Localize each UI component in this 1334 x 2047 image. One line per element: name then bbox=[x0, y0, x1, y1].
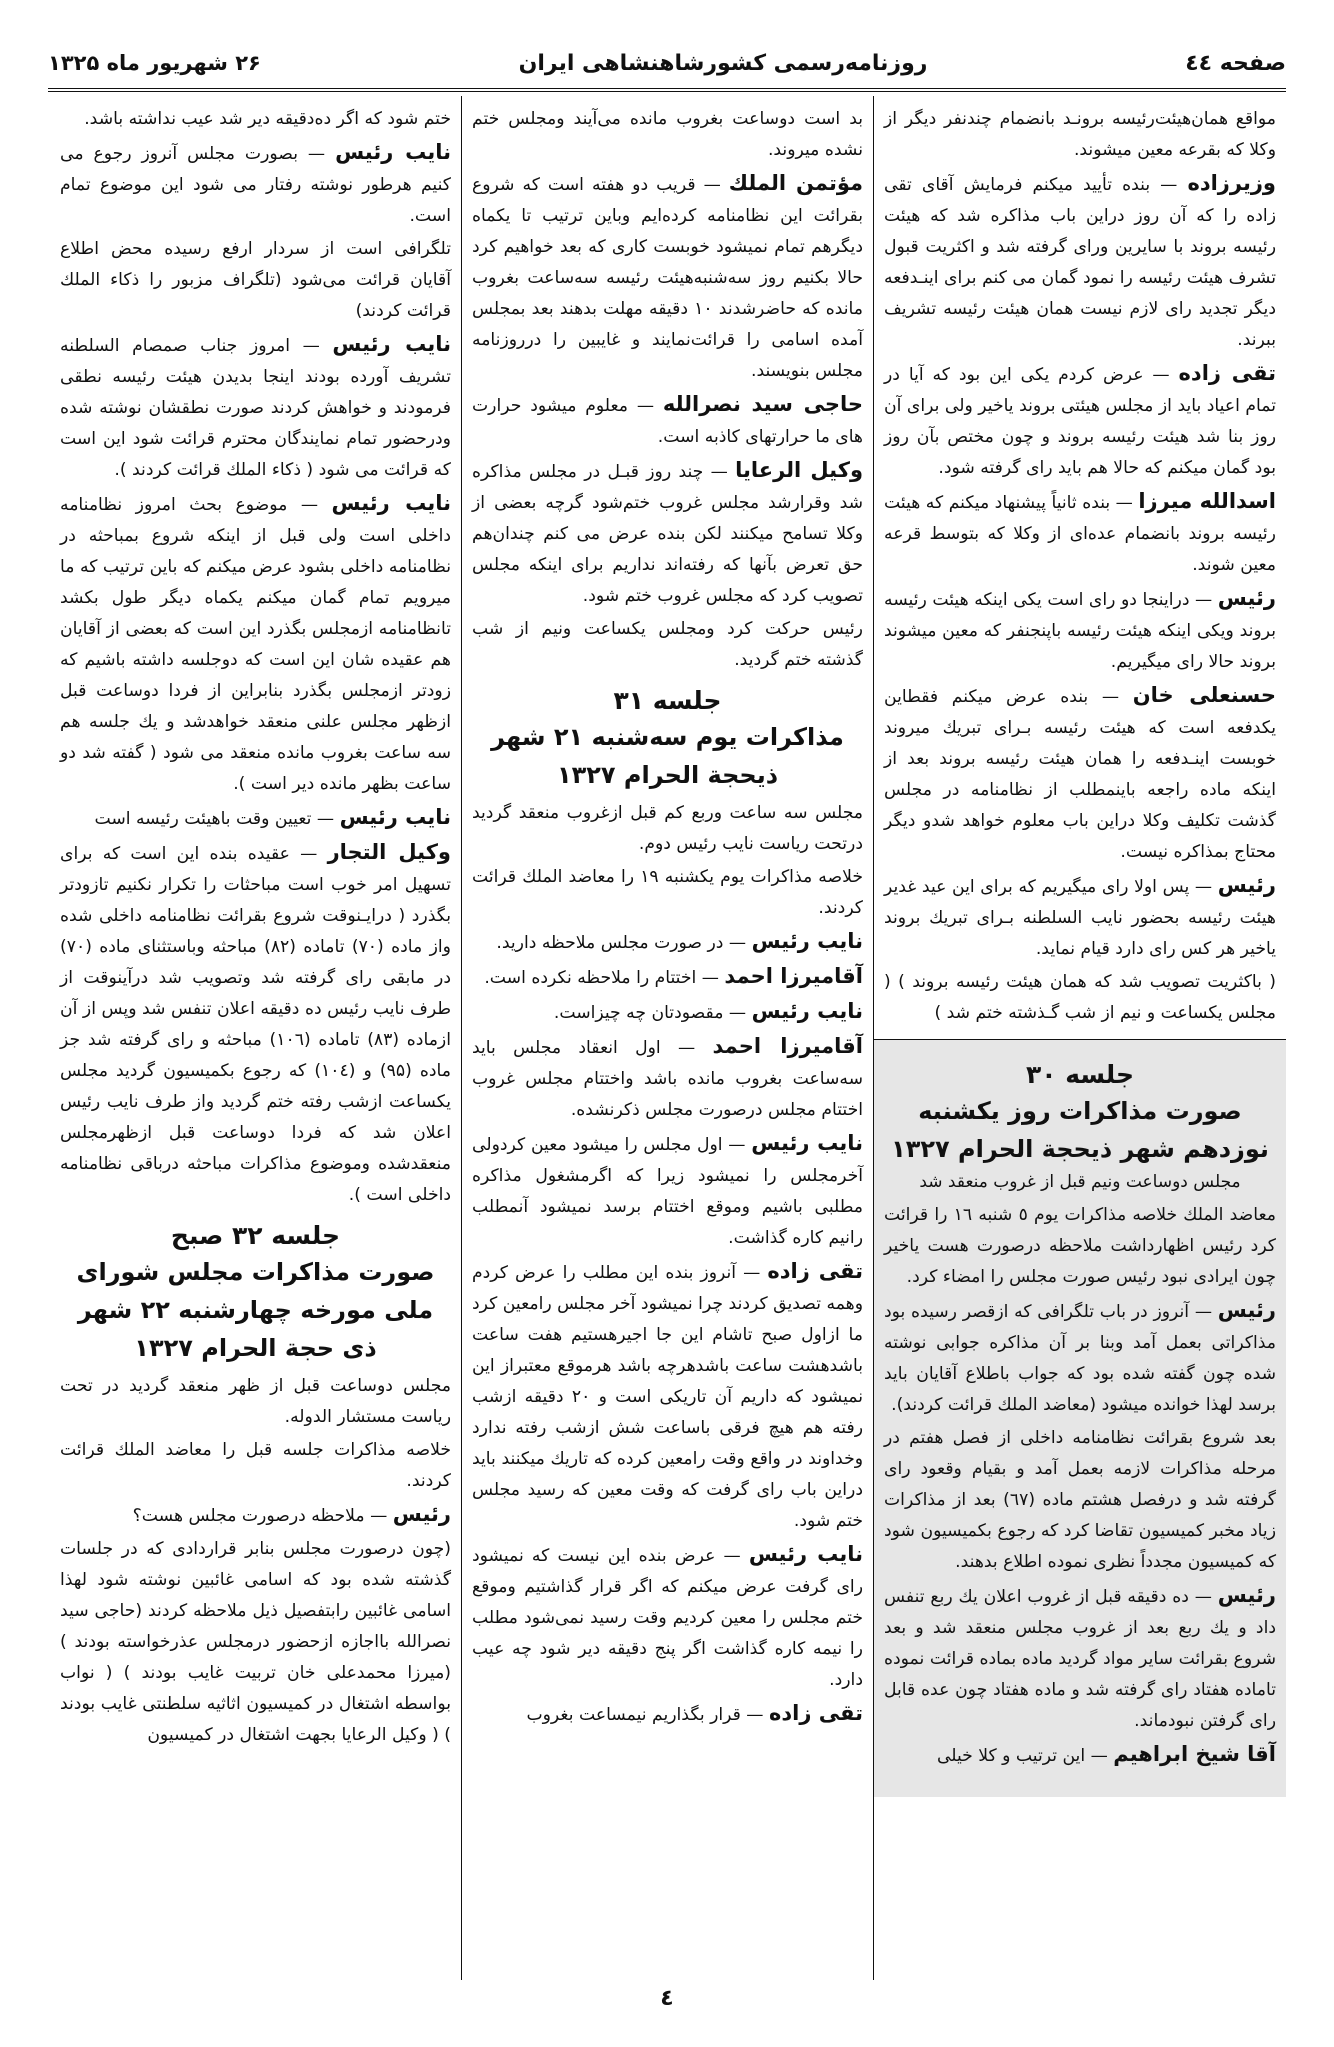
section-head-30 bbox=[884, 1058, 1276, 1196]
paragraph bbox=[472, 389, 863, 453]
speech-text: — دراینجا دو رای است یکی اینکه هیئت رئیسه بروند ویکی اینکه هیئت رئیسه باپنجنفر که معین میشوند بروند حالا رای میگیریم. bbox=[884, 590, 1276, 672]
section-number: جلسه ۳۱ bbox=[613, 686, 722, 715]
speech-text: — بصورت مجلس آنروز رجوع می کنیم هرطور نوشته رفتار می شود این موضوع تمام است. bbox=[60, 144, 451, 226]
paragraph bbox=[884, 1295, 1276, 1421]
speaker-name: نایب رئیس bbox=[331, 491, 452, 515]
paragraph bbox=[472, 168, 863, 387]
paragraph: خلاصه مذاکرات یوم یکشنبه ۱۹ را معاضد الملك قرائت کردند. bbox=[472, 867, 863, 918]
speech-text: — اول انعقاد مجلس باید سه‌ساعت بغروب مانده باشد واختتام مجلس غروب اختتام مجلس درصورت مجلس ذکرنشده. bbox=[472, 1038, 863, 1120]
speech-text: — چند روز قبـل در مجلس مذاکره شد وقرارشد مجلس غروب ختم‌شود گرچه بعضی از وکلا تسامح میکنند لکن بنده عرض می کنم چندان‌هم حق تعرض بآنها که رفته‌اند نداریم برای اینکه مجلس تصویب کرد که مجلس غروب ختم شود. bbox=[472, 462, 863, 606]
paragraph bbox=[472, 1698, 863, 1731]
speaker-name: رئیس bbox=[1217, 1583, 1276, 1607]
paragraph bbox=[60, 329, 451, 486]
section-title: مذاکرات یوم سه‌شنبه ۲۱ شهر ذیحجة الحرام ۱۳۲۷ bbox=[491, 723, 844, 789]
paragraph bbox=[472, 961, 863, 994]
paragraph bbox=[472, 1128, 863, 1254]
speaker-name: حاجی سید نصرالله bbox=[662, 392, 863, 416]
speech-text: — قریب دو هفته است که شروع بقرائت این نظامنامه کرده‌ایم وباین ترتیب تا یکماه دیگرهم تمام نمیشود خوبست کاری که بعد خواهیم کرد حالا بکنیم روز سه‌شنبه‌هیئت رئیسه سه‌ساعت بغروب مانده که حاضرشدند ۱۰ دقیقه مهلت بدهند بعد بمجلس آمده اسامی را قرائت‌نمایند و غایبین را درروزنامه مجلس بنویسند. bbox=[472, 175, 863, 381]
footer-page-number: ٤ bbox=[660, 1986, 674, 2011]
speaker-name: اسدالله میرزا bbox=[1138, 489, 1276, 513]
speaker-name: تقی زاده bbox=[1178, 361, 1276, 385]
paragraph bbox=[472, 1031, 863, 1126]
paragraph: بعد شروع بقرائت نظامنامه داخلی از فصل هفتم در مرحله مذاکرات لازمه بعمل آمد و بقیام وقعود رای گرفته شد و درفصل هشتم ماده (٦٧) بعد از مذاکرات زیاد مخبر کمیسیون تقاضا کرد که رجوع بکمیسیون شود که کمیسیون مجدداً نظری نموده اطلاع بدهند. bbox=[884, 1428, 1276, 1572]
column-right bbox=[874, 96, 1286, 1980]
speaker-name: وکیل الرعایا bbox=[735, 458, 863, 482]
speech-text: — بنده تأیید میکنم فرمایش آقای تقی زاده را که آن روز دراین باب مذاکره شد که هیئت رئیسه بروند با سایرین ورای گرفته شد و اکثریت قبول تشرف هیئت رئیسه را نمود گمان می کنم برای اینـدفعه دیگر تجدید رای لازم نیست همان هیئت رئیسه تشریف ببرند. bbox=[884, 175, 1276, 350]
speech-text: — عرض بنده این نیست که نمیشود رای گرفت عرض میکنم که اگر قرار گذاشتیم وموقع ختم مجلس را معین کردیم وقت رسید نمی‌شود مطلب را نیمه کاره گذاشت اگر پنج دقیقه دیر شود چه عیب دارد. bbox=[472, 1546, 863, 1690]
speaker-name: نایب رئیس bbox=[751, 929, 863, 953]
speaker-name: تقی زاده bbox=[767, 1259, 863, 1283]
speaker-name: آقا شیخ ابراهیم bbox=[1113, 1742, 1276, 1766]
paragraph bbox=[884, 358, 1276, 484]
newspaper-title: روزنامه‌رسمی کشورشاهنشاهی ایران bbox=[518, 50, 928, 76]
speech-text: — عقیده بنده این است که برای تسهیل امر خوب است مباحثات را تکرار نکنیم تازودتر بگذرد ( درایـنوقت شروع بقرائت نظامنامه داخلی شده واز ماده (۷۰) تاماده (۸۲) مباحثه وباستثنای ماده (۷۰) در مابقی رای گرفته شد وتصویب شد درآینوقت از طرف نایب رئیس ده دقیقه اعلان تنفس شد وپس از آن ازماده (۸۳) تاماده (۱۰٦) مباحثه و رای گرفته شد جز ماده (۹۵) و (۱۰٤) که رجوع بکمیسیون گردید مجلس یکساعت ازشب رفته ختم گردید واز طرف نایب رئیس اعلان شد که فردا دوساعت قبل ازظهرمجلس منعقدشده وموضوع مذاکرات مباحثه درباقی نظامنامه داخلی است ). bbox=[60, 844, 452, 1205]
section-note: مجلس دوساعت ونیم قبل از غروب منعقد شد bbox=[919, 1172, 1241, 1192]
speaker-name: رئیس bbox=[392, 1502, 451, 1526]
paragraph bbox=[60, 802, 451, 835]
paragraph bbox=[472, 1539, 863, 1696]
speech-text: — آنروز در باب تلگرافی که ازقصر رسیده بود مذاکراتی بعمل آمد وبنا بر آن مذاکره جوابی نوشته شده چون گفته شده بود که جواب باطلاع آقایان باید برسد لهذا خوانده میشود (معاضد الملك قرائت کردند). bbox=[884, 1302, 1276, 1415]
speaker-name: نایب رئیس bbox=[751, 1131, 863, 1155]
column-right-text bbox=[884, 104, 1276, 1029]
speech-text: — عرض کردم یکی این بود که آیا در تمام اعیاد باید از مجلس هیئتی بروند یاخیر ولی برای آن روز بنا شد هیئت رئیسه بروند و چون مختص بآن روز بود گمان میکنم که حالا هم باید رای گرفته شود. bbox=[884, 365, 1276, 478]
paragraph bbox=[884, 870, 1276, 965]
paragraph bbox=[60, 837, 451, 1211]
speech-text: — آنروز بنده این مطلب را عرض کردم وهمه تصدیق کردند چرا نمیشود آخر مجلس رامعین کرد ما ازاول صبح تاشام این جا اجیرهستیم هفت ساعت باشدهشت ساعت باشدهرچه باشد هرموقع معتبراز این نمیشود که داریم آن تاریکی است و ۲۰ دقیقه ازشب رفته هم هیچ فرقی باساعت شش ازشب رفته ندارد وخداوند در واقع وقت رامعین کرده که تاریك میکنند باید دراین باب رای گرفت که وقت معین که رسید مجلس ختم شود. bbox=[472, 1263, 863, 1531]
section-head-32 bbox=[60, 1219, 451, 1367]
speech-text: — بنده ثانیاً پیشنهاد میکنم که هیئت رئیسه بروند بانضمام عده‌ای از وکلا که بتوسط قرعه معین شوند. bbox=[884, 493, 1276, 575]
speech-text: — ده دقیقه قبل از غروب اعلان یك ربع تنفس داد و یك ربع بعد از غروب مجلس منعقد شد و بعد شروع بقرائت سایر مواد گردید ماده بماده قرائت نموده تاماده هفتاد رای گرفته شد و ماده هفتاد چون عده قابل رای گرفتن نبودماند. bbox=[884, 1587, 1276, 1731]
section-title: صورت مذاکرات مجلس شورای ملی مورخه چهارشنبه ۲۲ شهر ذی حجة الحرام ۱۳۲۷ bbox=[76, 1258, 435, 1362]
speaker-name: مؤتمن الملك bbox=[728, 171, 863, 195]
speech-text: — تعیین وقت باهیئت رئیسه است bbox=[94, 809, 340, 829]
speech-text: — معلوم میشود حرارت های ما حرارتهای کاذبه است. bbox=[472, 396, 863, 447]
column-middle-text-a bbox=[472, 104, 863, 676]
paragraph: مواقع همان‌هیئت‌رئیسه برونـد بانضمام چندنفر دیگر از وکلا که بقرعه معین میشوند. bbox=[884, 109, 1276, 160]
speaker-name: نایب رئیس bbox=[332, 332, 451, 356]
speaker-name: نایب رئیس bbox=[748, 1542, 863, 1566]
speaker-name: نایب رئیس bbox=[751, 999, 863, 1023]
column-middle bbox=[462, 96, 874, 1980]
paragraph bbox=[884, 168, 1276, 356]
paragraph bbox=[884, 486, 1276, 581]
paragraph: ختم شود که اگر ده‌دقیقه دیر شد عیب نداشته باشد. bbox=[84, 109, 451, 129]
speech-text: — ملاحظه درصورت مجلس هست؟ bbox=[132, 1506, 393, 1526]
column-left bbox=[50, 96, 462, 1980]
speech-text: — پس اولا رای میگیریم که برای این عید غدیر هیئت رئیسه بحضور نایب السلطنه بـرای تبریك بروند یاخیر هر کس رای دارد قیام نماید. bbox=[884, 877, 1276, 959]
speaker-name: حسنعلی خان bbox=[1132, 683, 1276, 707]
paragraph bbox=[472, 1256, 863, 1537]
paragraph bbox=[884, 583, 1276, 678]
boxed-text bbox=[884, 1200, 1276, 1772]
paragraph bbox=[884, 1580, 1276, 1737]
speaker-name: رئیس bbox=[1217, 1298, 1276, 1322]
speech-text: — قرار بگذاریم نیمساعت بغروب bbox=[526, 1705, 769, 1725]
speech-text: — موضوع بحث امروز نظامنامه داخلی است ولی قبل از اینکه شروع بمباحثه در نظامنامه داخلی بشود عرض میکنم که باین ترتیب که ما میرویم تمام گمان میکنم یکماه دیگر طول بکشد تانظامنامه ازمجلس بگذرد این است که بعضی از آقایان هم عقیده شان این است که دوجلسه داشته باشیم که زودتر ازمجلس بگذرد بنابراین از فردا دوساعت قبل ازظهر مجلس علنی منعقد خواهدشد و یك جلسه هم سه ساعت بغروب مانده منعقد می شود ( گفته شد دو ساعت بظهر مانده دیر است ). bbox=[60, 495, 451, 794]
boxed-session-30 bbox=[874, 1039, 1286, 1797]
paragraph: مجلس دوساعت قبل از ظهر منعقد گردید در تحت ریاست مستشار الدوله. bbox=[60, 1376, 451, 1427]
paragraph bbox=[60, 137, 451, 232]
paragraph: رئیس حرکت کرد ومجلس یکساعت ونیم از شب گذشته ختم گردید. bbox=[472, 619, 863, 670]
speech-text: — بنده عرض میکنم فقطاین یکدفعه است که هیئت رئیسه بـرای تبریك میروند خوبست اینـدفعه را همان هیئت رئیسه بروند بعد از اینکه ماده راجعه باینمطلب از نظامنامه در مجلس گذشت تکلیف وکلا دراین باب معلوم خواهد شدو دیگر محتاج بمذاکره نیست. bbox=[884, 687, 1276, 862]
speaker-name: آقامیرزا احمد bbox=[724, 964, 863, 988]
paragraph bbox=[60, 1499, 451, 1532]
speaker-name: وزیرزاده bbox=[1187, 171, 1276, 195]
speaker-name: تقی زاده bbox=[768, 1701, 863, 1725]
paragraph bbox=[884, 1739, 1276, 1772]
section-head-31 bbox=[472, 684, 863, 794]
speech-text: — در صورت مجلس ملاحظه دارید. bbox=[496, 933, 752, 953]
issue-date: ۲۶ شهریور ماه ۱۳۲۵ bbox=[48, 51, 261, 75]
section-number: جلسه ۳۲ صبح bbox=[170, 1221, 341, 1250]
columns bbox=[48, 96, 1286, 1980]
paragraph bbox=[60, 488, 451, 800]
paragraph bbox=[884, 680, 1276, 868]
speech-text: — امروز جناب صمصام السلطنه تشریف آورده بودند اینجا بدیدن هیئت رئیسه نطقی فرمودند و خواهش کردند صورت نطقشان نوشته شده ودرحضور تمام نمایندگان محترم قرائت شود این است که قرائت می شود ( ذکاء الملك قرائت کردند ). bbox=[60, 336, 451, 480]
paragraph bbox=[472, 455, 863, 612]
paragraph bbox=[472, 926, 863, 959]
speaker-name: وکیل التجار bbox=[327, 840, 451, 864]
paragraph: خلاصه مذاکرات جلسه قبل را معاضد الملك قرائت کردند. bbox=[60, 1440, 451, 1491]
speech-text: — اول مجلس را میشود معین کردولی آخرمجلس را نمیشود زیرا که اگرمشغول مذاکره مطلبی باشیم وموقع اختتام برسد نمیشود آنمطلب رانیم کاره گذاشت. bbox=[472, 1135, 863, 1248]
speaker-name: آقامیرزا احمد bbox=[712, 1034, 864, 1058]
section-title: صورت مذاکرات روز یکشنبه نوزدهم شهر ذیحجة الحرام ۱۳۲۷ bbox=[891, 1097, 1269, 1163]
speech-text: — اختتام را ملاحظه نکرده است. bbox=[484, 968, 725, 988]
column-left-text-a bbox=[60, 104, 451, 1211]
paragraph bbox=[472, 996, 863, 1029]
speech-text: — این ترتیب و کلا خیلی bbox=[936, 1746, 1114, 1766]
paragraph: ( باکثریت تصویب شد که همان هیئت رئیسه بروند ) ( مجلس یکساعت و نیم از شب گـذشته ختم شد ) bbox=[884, 972, 1276, 1023]
page-header bbox=[48, 38, 1286, 92]
page-number-label: صفحه ٤٤ bbox=[1185, 50, 1286, 76]
column-middle-text-b bbox=[472, 798, 863, 1731]
paragraph: بد است دوساعت بغروب مانده می‌آیند ومجلس ختم نشده میروند. bbox=[472, 109, 863, 160]
paragraph: تلگرافی است از سردار ارفع رسیده محض اطلاع آقایان قرائت می‌شود (تلگراف مزبور را ذکاء الملك قرائت کردند) bbox=[60, 239, 451, 321]
speaker-name: رئیس bbox=[1217, 873, 1276, 897]
section-number: جلسه ۳۰ bbox=[1025, 1060, 1135, 1089]
paragraph: (چون درصورت مجلس بنابر قراردادی که در جلسات گذشته شده بود که اسامی غائبین نوشته شود لهذا اسامی غائبین رابتفصیل ذیل ملاحظه کردند (حاجی سید نصرالله بااجازه ازحضور درمجلس عذرخواسته بودند ) (میرزا محمدعلی خان تربیت غایب بودند ) ( نواب بواسطه اشتغال در کمیسیون اثاثیه سلطنتی غایب بودند ) ( وکیل الرعایا بجهت اشتغال در کمیسیون bbox=[60, 1539, 451, 1745]
speaker-name: نایب رئیس bbox=[335, 140, 451, 164]
paragraph: مجلس سه ساعت وربع کم قبل ازغروب منعقد گردید درتحت ریاست نایب رئیس دوم. bbox=[472, 803, 863, 854]
paragraph: معاضد الملك خلاصه مذاکرات یوم ٥ شنبه ١٦ را قرائت کرد رئیس اظهارداشت ملاحظه درصورت هست یاخیر چون ایرادی نبود رئیس صورت مجلس را امضاء کرد. bbox=[884, 1205, 1276, 1287]
speech-text: — مقصودتان چه چیزاست. bbox=[553, 1003, 752, 1023]
speaker-name: رئیس bbox=[1217, 586, 1276, 610]
speaker-name: نایب رئیس bbox=[339, 805, 451, 829]
column-left-text-b bbox=[60, 1371, 451, 1751]
